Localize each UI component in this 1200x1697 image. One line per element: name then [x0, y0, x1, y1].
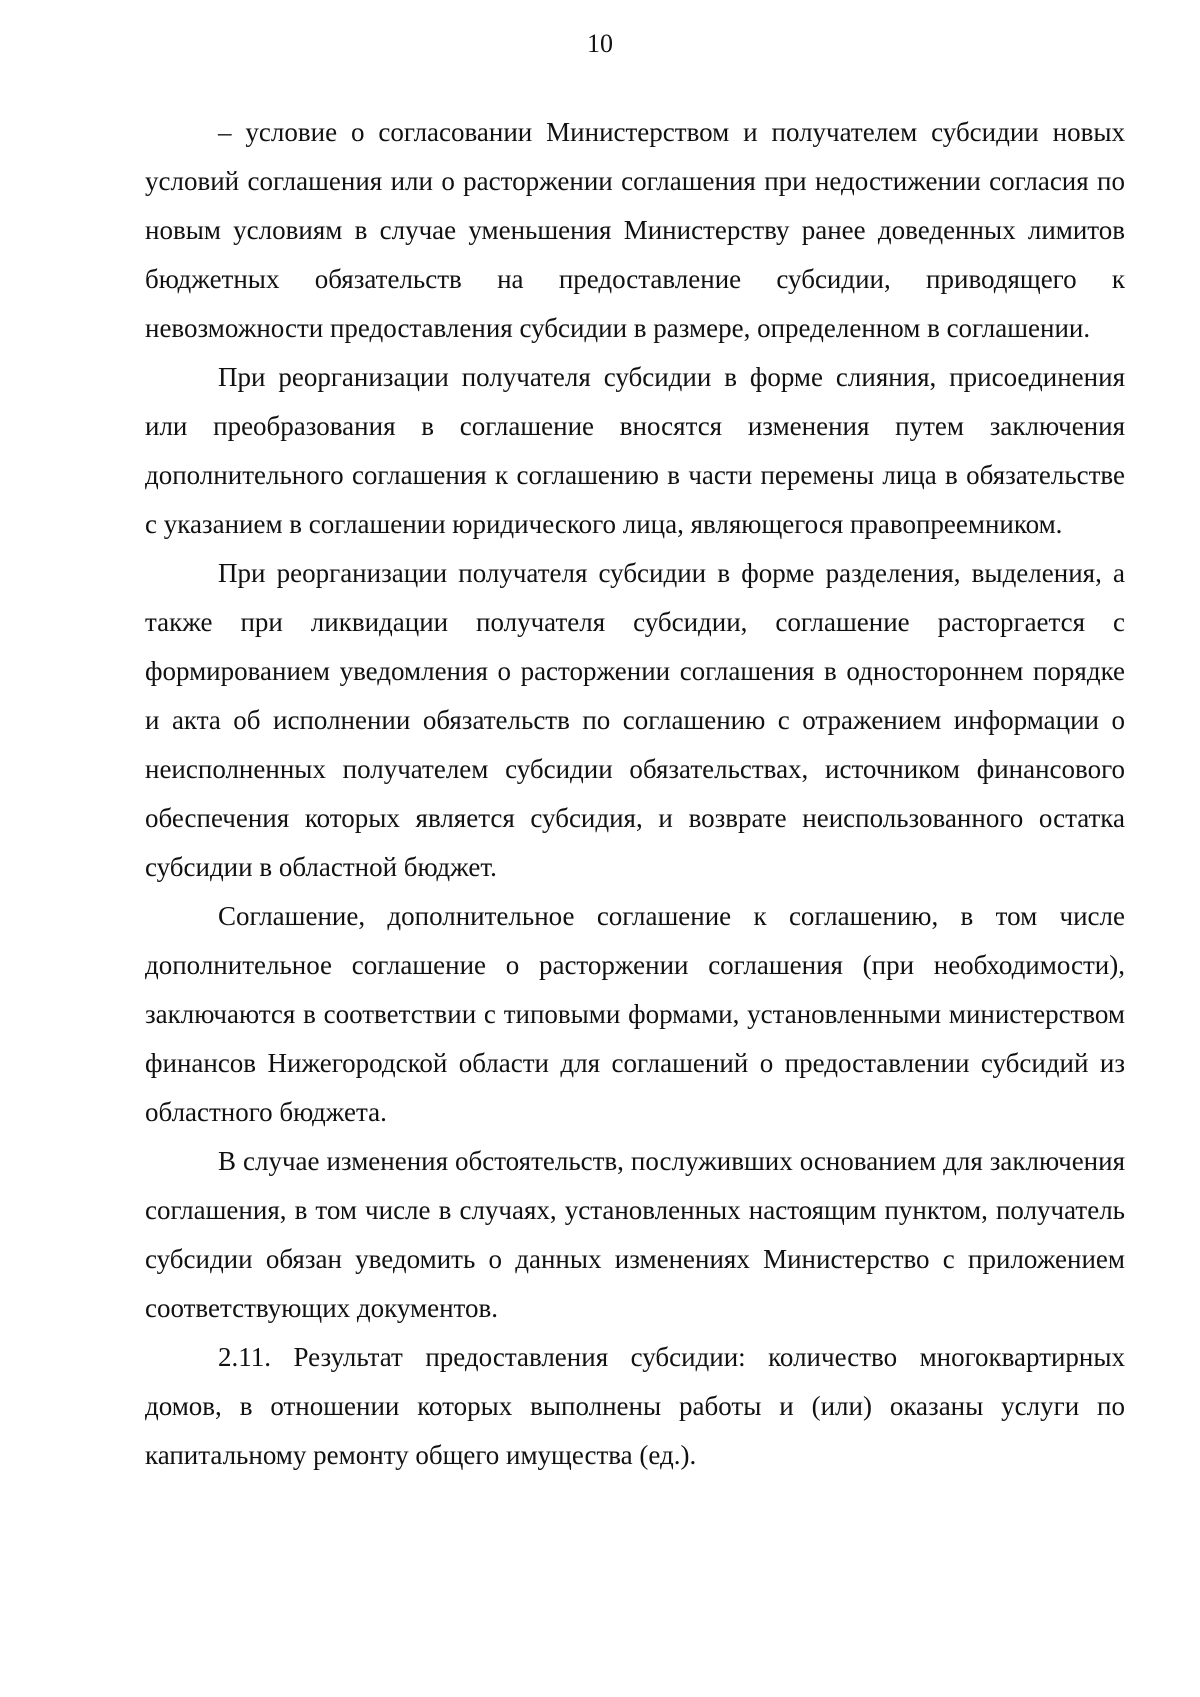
paragraph-agreement-condition: – условие о согласовании Министерством и получателем субсидии новых условий соглашения или о расторжении соглашения при недостижении согласия по новым условиям в случае уменьшения Министерству ранее доведенных лимитов бюджетных обязательств на предоставление субсидии, приводящего к невозможности предоставления субсидии в размере, определенном в соглашении. — [145, 117, 1125, 343]
paragraph-standard-forms: Соглашение, дополнительное соглашение к соглашению, в том числе дополнительное соглашение о расторжении соглашения (при необходимости), заключаются в соответствии с типовыми формами, установленными министерством финансов Нижегородской области для соглашений о предоставлении субсидий из областного бюджета. — [145, 901, 1125, 1127]
paragraph-change-notification: В случае изменения обстоятельств, послуживших основанием для заключения соглашения, в том числе в случаях, установленных настоящим пунктом, получатель субсидии обязан уведомить о данных изменениях Министерство с приложением соответствующих документов. — [145, 1146, 1125, 1323]
paragraph-reorganization-division: При реорганизации получателя субсидии в форме разделения, выделения, а также при ликвидации получателя субсидии, соглашение расторгается с формированием уведомления о расторжении соглашения в одностороннем порядке и акта об исполнении обязательств по соглашению с отражением информации о неисполненных получателем субсидии обязательствах, источником финансового обеспечения которых является субсидия, и возврате неиспользованного остатка субсидии в областной бюджет. — [145, 558, 1125, 882]
paragraph-reorganization-merger: При реорганизации получателя субсидии в форме слияния, присоединения или преобразования в соглашение вносятся изменения путем заключения дополнительного соглашения к соглашению в части перемены лица в обязательстве с указанием в соглашении юридического лица, являющегося правопреемником. — [145, 362, 1125, 539]
page-number: 10 — [587, 29, 613, 58]
document-body — [145, 108, 1125, 1480]
paragraph-subsidy-result: 2.11. Результат предоставления субсидии: количество многоквартирных домов, в отношении которых выполнены работы и (или) оказаны услуги по капитальному ремонту общего имущества (ед.). — [145, 1342, 1125, 1470]
